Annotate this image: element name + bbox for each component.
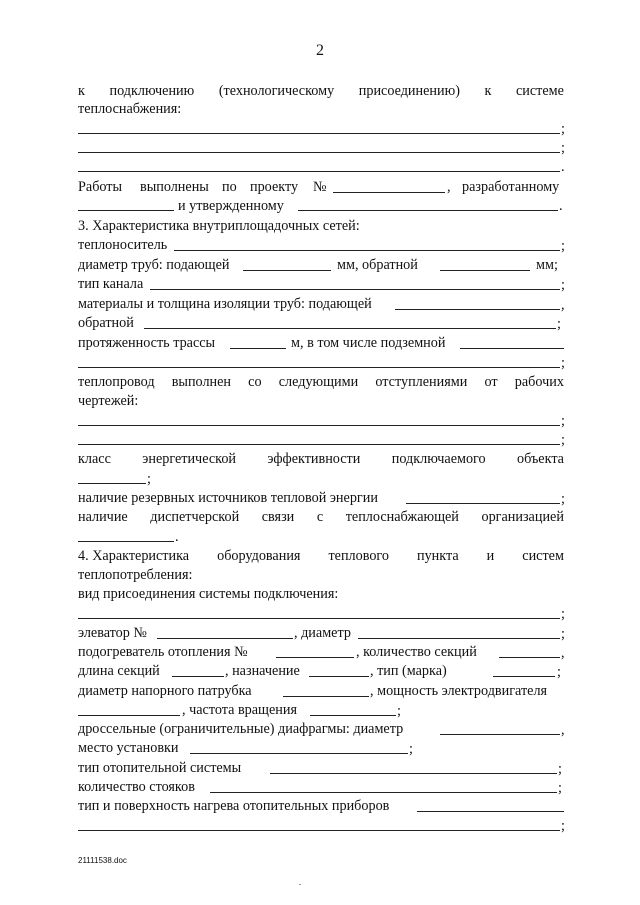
work-label-2: выполнены [140, 179, 209, 195]
word: рабочих [514, 374, 564, 390]
word: энергетической [142, 451, 237, 467]
motor-power-field[interactable] [78, 715, 180, 716]
motor-label: , мощность электродвигателя [370, 683, 548, 699]
type-mark-field[interactable] [493, 676, 555, 677]
mm-return-label: мм, обратной [337, 257, 418, 273]
insulation-return-field[interactable] [144, 328, 556, 329]
section-length-label: длина секций [78, 663, 160, 679]
fill-line[interactable] [78, 444, 560, 445]
energy-class-field[interactable] [78, 483, 146, 484]
punct: ; [561, 140, 565, 156]
connection-type-field[interactable] [78, 618, 560, 619]
underground-label: м, в том числе подземной [291, 335, 446, 351]
word: оборудования [217, 548, 301, 564]
heater-label: подогреватель отопления № [78, 644, 248, 660]
mm-label: мм; [536, 257, 558, 273]
section-4-heading [78, 547, 564, 565]
fill-line[interactable] [78, 367, 560, 368]
intro-line-2: теплоснабжения: [78, 101, 182, 117]
punct: ; [561, 355, 565, 371]
purpose-field[interactable] [309, 676, 369, 677]
footer-filename: 21111538.doc [78, 856, 127, 865]
heating-system-field[interactable] [270, 773, 557, 774]
word: (технологическому [218, 83, 335, 99]
rpm-field[interactable] [310, 715, 396, 716]
throttle-diameter-field[interactable] [440, 734, 560, 735]
route-length-field[interactable] [230, 348, 286, 349]
punct: ; [558, 761, 562, 777]
punct: ; [397, 703, 401, 719]
underground-field[interactable] [460, 348, 564, 349]
page-speck [299, 884, 301, 885]
coolant-field[interactable] [174, 250, 560, 251]
section-4-heading-2: теплопотребления: [78, 567, 193, 583]
punct: , [447, 179, 451, 195]
fill-line[interactable] [78, 425, 560, 426]
work-label-1: Работы [78, 179, 123, 195]
work-label-4: проекту [250, 179, 299, 195]
fill-line [78, 133, 560, 134]
connection-type-label: вид присоединения системы подключения: [78, 586, 339, 602]
punct: ; [147, 471, 151, 487]
approved-label: и утвержденному [178, 198, 284, 214]
punct: ; [561, 238, 565, 254]
return-label: обратной [78, 315, 134, 331]
word: подключаемого [391, 451, 486, 467]
drawings-label: чертежей: [78, 393, 139, 409]
punct: ; [561, 413, 565, 429]
word: связи [261, 509, 295, 525]
punct: ; [561, 121, 565, 137]
punct: , [561, 722, 565, 738]
energy-class-line [78, 450, 564, 468]
intro-line-1 [78, 82, 564, 100]
word: присоединению) [358, 83, 460, 99]
throttle-label: дроссельные (ограничительные) диафрагмы: диаметр [78, 721, 404, 737]
punct: . [561, 159, 565, 175]
punct: ; [561, 491, 565, 507]
deviations-line [78, 373, 564, 391]
heater-number-field[interactable] [276, 657, 354, 658]
developed-label: разработанному [462, 179, 560, 195]
punct: , [561, 297, 565, 313]
fill-line [78, 171, 560, 172]
word: со [248, 374, 262, 390]
pipe-diameter-label: диаметр труб: подающей [78, 257, 230, 273]
word: наличие [78, 509, 128, 525]
word: выполнен [171, 374, 232, 390]
word: систем [522, 548, 564, 564]
elevator-label: элеватор № [78, 625, 147, 641]
dispatch-line [78, 508, 564, 526]
diameter-label: , диаметр [294, 625, 351, 641]
nozzle-field[interactable] [283, 696, 369, 697]
elevator-number-field[interactable] [157, 638, 293, 639]
word: диспетчерской [150, 509, 240, 525]
developer-field[interactable] [78, 210, 174, 211]
punct: ; [557, 664, 561, 680]
word: пункта [417, 548, 459, 564]
approver-field[interactable] [298, 210, 558, 211]
word: класс [78, 451, 111, 467]
section-3-heading: 3. Характеристика внутриплощадочных сетей: [78, 218, 360, 234]
reserve-label: наличие резервных источников тепловой энергии [78, 490, 378, 506]
location-label: место установки [78, 740, 179, 756]
project-number-field[interactable] [333, 192, 445, 193]
insulation-label: материалы и толщина изоляции труб: подающей [78, 296, 372, 312]
punct: ; [409, 741, 413, 757]
page-number: 2 [316, 42, 324, 59]
return-diameter-field[interactable] [440, 270, 530, 271]
word: организацией [481, 509, 564, 525]
risers-label: количество стояков [78, 779, 195, 795]
word: 4. Характеристика [78, 548, 190, 564]
word: к [484, 83, 492, 99]
supply-diameter-field[interactable] [243, 270, 331, 271]
surface-label: тип и поверхность нагрева отопительных приборов [78, 798, 390, 814]
sections-count-field[interactable] [499, 657, 560, 658]
coolant-label: теплоноситель [78, 237, 168, 253]
purpose-label: , назначение [225, 663, 300, 679]
fill-line [78, 152, 560, 153]
word: системе [516, 83, 564, 99]
type-mark-label: , тип (марка) [370, 663, 447, 679]
punct: ; [557, 316, 561, 332]
word: теплопровод [78, 374, 155, 390]
punct: , [561, 645, 565, 661]
punct: ; [561, 277, 565, 293]
punct: ; [561, 432, 565, 448]
punct: ; [561, 626, 565, 642]
word: от [484, 374, 498, 390]
word: подключению [109, 83, 195, 99]
word: с [316, 509, 324, 525]
route-length-label: протяженность трассы [78, 335, 216, 351]
punct: ; [561, 606, 565, 622]
punct: . [175, 529, 179, 545]
punct: ; [558, 780, 562, 796]
word: объекта [517, 451, 564, 467]
word: теплоснабжающей [345, 509, 459, 525]
nozzle-label: диаметр напорного патрубка [78, 683, 252, 699]
channel-type-field[interactable] [150, 289, 560, 290]
surface-field[interactable] [417, 811, 564, 812]
insulation-supply-field[interactable] [395, 309, 560, 310]
dispatch-field[interactable] [78, 541, 174, 542]
word: к [78, 83, 85, 99]
punct: ; [561, 818, 565, 834]
work-label-5: № [313, 179, 327, 195]
word: теплового [328, 548, 389, 564]
punct: . [559, 198, 563, 214]
fill-line[interactable] [78, 830, 560, 831]
word: эффективности [267, 451, 361, 467]
section-length-field[interactable] [172, 676, 224, 677]
sections-label: , количество секций [356, 644, 477, 660]
rpm-label: , частота вращения [182, 702, 297, 718]
work-label-3: по [222, 179, 237, 195]
word: и [486, 548, 495, 564]
risers-field[interactable] [210, 792, 557, 793]
channel-type-label: тип канала [78, 276, 144, 292]
reserve-field[interactable] [406, 503, 560, 504]
heating-system-label: тип отопительной системы [78, 760, 242, 776]
elevator-diameter-field[interactable] [358, 638, 560, 639]
word: отступлениями [375, 374, 468, 390]
location-field[interactable] [190, 753, 408, 754]
word: следующими [278, 374, 359, 390]
